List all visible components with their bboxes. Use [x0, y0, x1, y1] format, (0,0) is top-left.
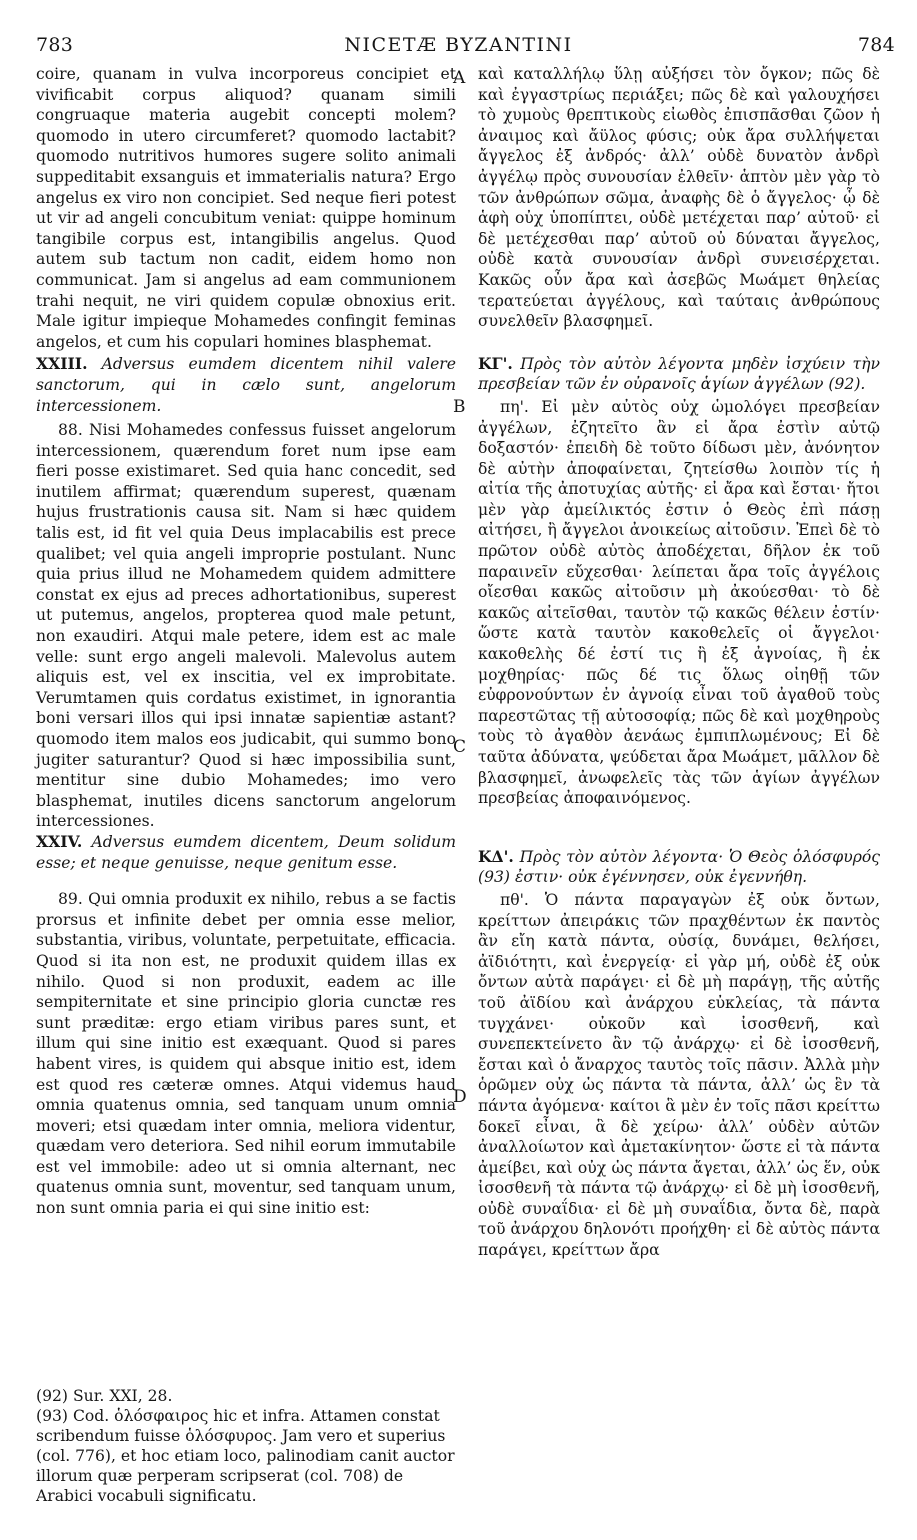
section-number: ΚΓ'. — [478, 353, 513, 373]
section-title: Πρὸς τὸν αὐτὸν λέγοντα μηδὲν ἰσχύειν τὴν πρεσβείαν τῶν ἐν οὐρανοῖς ἁγίων ἀγγέλων (92). — [478, 354, 880, 394]
greek-paragraph-1: καὶ καταλλήλῳ ὕλῃ αὐξήσει τὸν ὄγκον; πῶς δὲ καὶ ἐγγαστρίως περιάξει; πῶς δὲ καὶ γαλουχήσει τὸ χυμοὺς θρεπτικοὺς εἰωθὸς ἐπισπᾶσθαι ζῶον ἡ ἀναιμος καὶ ἄϋλος φύσις; οὐκ ἄρα συλλήψεται ἄγγελος ἐξ ἀνδρός· ἀλλ’ οὐδὲ δυνατὸν ἀνδρὶ ἀγγέλῳ πρὸς συνουσίαν ἐλθεῖν· ἁπτὸν μὲν γὰρ τὸ τῶν ἀνθρώπων σῶμα, ἀναφὴς δὲ ὁ ἄγγελος· ᾧ δὲ ἁφὴ οὐχ ὑποπίπτει, οὐδὲ μετέχεται παρ’ αὐτοῦ· εἰ δὲ μετέχεσθαι παρ’ αὐτοῦ οὐ δύναται ἄγγελος, οὐδὲ κατὰ συνουσίαν ἀνδρὶ συνεισέρχεται. Κακῶς οὖν ἄρα καὶ ἀσεβῶς Μωάμετ θηλείας τερατεύεται ἀγγέλους, καὶ ταύταις ἀνθρώπους συνελθεῖν βλασφημεῖ. — [478, 65, 880, 331]
section-title: Adversus eumdem dicentem nihil valere sanctorum, qui in cælo sunt, angelorum intercessionem. — [36, 355, 456, 415]
section-title: Πρὸς τὸν αὐτὸν λέγοντα· Ὁ Θεὸς ὁλόσφυρός (93) ἐστιν· οὐκ ἐγέννησεν, οὐκ ἐγεννήθη. — [478, 847, 880, 887]
greek-paragraph-89: πθ'. Ὁ πάντα παραγαγὼν ἐξ οὐκ ὄντων, κρείττων ἀπειράκις τῶν πραχθέντων ἐκ παντὸς ἂν εἴη κατὰ πάντα, οὐσίᾳ, δυνάμει, θελήσει, ἀϊδιότητι, καὶ ἐνεργείᾳ· εἰ γὰρ μή, οὐδὲ ἐξ οὐκ ὄντων αὐτὰ παράγει· εἰ δὲ μὴ παράγῃ, τῆς αὐτῆς τοῦ ἀϊδίου καὶ ἀνάρχου εὐκλείας, τὰ πάντα τυγχάνει· οὐκοῦν καὶ ἰσοσθενῆ, καὶ συνεπεκτείνετο ἂν τῷ ἀνάρχῳ· εἰ δὲ ἰσοσθενῆ, ἔσται καὶ ὁ ἄναρχος ταυτὸς τοῖς πᾶσιν. Ἀλλὰ μὴν ὁρῶμεν οὐχ ὡς πάντα τὰ πάντα, ἀλλ’ ὡς ἓν τὰ πάντα ἀγόμενα· καίτοι ἃ μὲν ἐν τοῖς πᾶσι κρείττω δοκεῖ εἶναι, ἃ δὲ χείρω· ἀλλ’ οὐδὲν αὐτῶν ἀναλλοίωτον καὶ ἀμετακίνητον· ὥστε εἰ τὰ πάντα ἀμείβει, καὶ οὐχ ὡς πάντα ἄγεται, ἀλλ’ ὡς ἕν, οὐκ ἰσοσθενῆ τὰ πάντα τῷ ἀνάρχῳ· εἰ δὲ μὴ ἰσοσθενῆ, οὐδὲ συναΐδια· εἰ δὲ μὴ συναΐδια, ὄντα δὲ, παρὰ τοῦ ἀνάρχου δηλονότι προήχθη· εἰ δὲ αὐτὸς πάντα παράγει, κρείττων ἄρα — [478, 890, 880, 1260]
running-title: NICETÆ BYZANTINI — [344, 34, 573, 56]
margin-letter-c: C — [453, 737, 467, 757]
section-number: XXIV. — [36, 831, 83, 851]
margin-letter-d: D — [453, 1087, 467, 1107]
latin-paragraph-89: 89. Qui omnia produxit ex nihilo, rebus a se factis prorsus et infinite debet per omnia esse melior, substantia, viribus, voluntate, perpetuitate, efficacia. Quod si ita non est, ne produxit quidem illas ex nihilo. Quod si non produxit, eadem ac ille sempiternitate et sine principio gloria cunctæ res sunt præditæ: ergo etiam viribus pares sunt, et illum qui sine initio est exæquant. Quod si pares habent vires, is quidem qui absque initio est, idem est quod res cæteræ omnes. Atqui videmus haud omnia quatenus omnia, sed tanquam unum omnia moveri; etsi quædam inter omnia, meliora videntur, quædam vero deteriora. Sed nihil eorum immutabile est vel immobile: adeo ut si omnia alternant, nec quatenus omnia sunt, moventur, sed tanquam unum, non sunt omnia paria ei qui sine initio est: — [36, 890, 456, 1218]
section-title: Adversus eumdem dicentem, Deum solidum esse; et neque genuisse, neque genitum esse. — [36, 832, 456, 872]
footnote-93: (93) Cod. ὁλόσφαιρος hic et infra. Attamen constat scribendum fuisse ὁλόσφυρος. Jam vero et superius (col. 776), et hoc etiam loco, palinodiam canit auctor illorum quæ perperam scripserat (col. 708) de Arabici vocabuli significatu. — [36, 1407, 455, 1505]
greek-paragraph-88: πη'. Εἰ μὲν αὐτὸς οὐχ ὡμολόγει πρεσβείαν ἀγγέλων, ἐζητεῖτο ἂν εἰ ἄρα ἐστὶν αὐτῷ δοξαστόν· ἐπειδὴ δὲ τοῦτο δίδωσι μὲν, ἀνόνητον δὲ αὐτὴν ἀποφαίνεται, ζητείσθω λοιπὸν τίς ἡ αἰτία τῆς ἀποτυχίας αὐτῆς· εἰ ἄρα καὶ ἔσται· ἤτοι μὲν γὰρ ἀμείλικτός ἐστιν ὁ Θεὸς ἐπὶ πάσῃ αἰτήσει, ἢ ἄγγελοι ἀνοικείως αἰτοῦσιν. Ἐπεὶ δὲ τὸ πρῶτον οὐδὲ αὐτὸς ἀποδέχεται, δῆλον ἐκ τοῦ παραινεῖν εὔχεσθαι· λείπεται ἄρα τοῖς ἀγγέλοις οἴεσθαι κακῶς αἰτοῦσιν μὴ ἀκούεσθαι· τὸ δὲ κακῶς αἰτεῖσθαι, ταυτὸν τῷ κακῶς θέλειν ἐστίν· ὥστε κατὰ ταυτὸν κακοθελεῖς οἱ ἄγγελοι· κακοθελὴς δέ ἐστί τις ἢ ἐξ ἀγνοίας, ἢ ἐκ μοχθηρίας· πῶς δέ τις ὅλως οἰηθῇ τῶν εὐφρονούντων ἐν ἀγνοίᾳ εἶναι τοῦ ἀγαθοῦ τοὺς παρεστῶτας τῇ αὐτοσοφίᾳ; πῶς δὲ καὶ μοχθηροὺς τοὺς τὸ ἀγαθὸν ἀενάως ἐμπιπλωμένους; Εἰ δὲ ταῦτα ἀδύνατα, ψεύδεται ἄρα Μωάμετ, μᾶλλον δὲ βλασφημεῖ, ἀνωφελεῖς τὰς τῶν ἁγίων ἀγγέλων πρεσβείας ἀποφαινόμενος. — [478, 397, 880, 808]
latin-paragraph-88: 88. Nisi Mohamedes confessus fuisset angelorum intercessionem, quærendum foret num ipse eam fieri posse existimaret. Sed quia hanc concedit, sed inutilem affirmat; quærendum superest, quænam hujus frustrationis causa sit. Nam si hæc quidem talis est, id fit vel quia Deus implacabilis est prece qualibet; vel quia angeli improprie postulant. Nunc quia prius illud ne Mohamedem quidem admittere constat ex ejus ad preces adhortationibus, superest ut putemus, angelos, propterea quod male petunt, non exaudiri. Atqui male petere, idem est ac male velle: sunt ergo angeli malevoli. Malevolus autem aliquis est, vel ex inscitia, vel ex improbitate. Verumtamen quis cordatus existimet, in ignorantia boni versari illos qui ipsi innatæ sapientiæ astant? quomodo item malos eos judicabit, qui summo bono jugiter saturantur? Quod si hæc impossibilia sunt, mentitur sine dubio Mohamedes; imo vero blasphemat, inutiles dicens sanctorum angelorum intercessiones. — [36, 421, 456, 831]
page-number-left: 783 — [36, 34, 74, 56]
latin-section-24 — [36, 832, 456, 873]
latin-paragraph-1: coire, quanam in vulva incorporeus concipiet et vivificabit corpus aliquod? quanam simili congruaque materia augebit concepti molem? quomodo in utero circumferet? quomodo lactabit? quomodo nutritivos humores sugere solito animali suppeditabit exsanguis et immaterialis natura? Ergo angelus ex viro non concipiet. Sed neque fieri potest ut vir ad angeli concubitum veniat: quippe hominum tangibile corpus est, intangibilis angelus. Quod autem sub tactum non cadit, eidem homo non communicat. Jam si angelus ad eam communionem trahi nequit, ne viri quidem copulæ obnoxius erit. Male igitur impieque Mohamedes confingit feminas angelos, et cum his copulari homines blasphemat. — [36, 65, 456, 351]
footnotes-left — [36, 1386, 458, 1505]
latin-section-23 — [36, 354, 456, 416]
footnote-92: (92) Sur. XXI, 28. — [36, 1387, 173, 1405]
margin-letter-b: B — [453, 397, 466, 417]
greek-column — [478, 64, 880, 1261]
greek-section-24 — [478, 847, 880, 888]
section-number: ΚΔ'. — [478, 846, 514, 866]
page-number-right: 784 — [857, 34, 895, 56]
latin-column — [36, 64, 456, 1219]
greek-section-23 — [478, 354, 880, 395]
margin-letter-a: A — [453, 68, 466, 88]
section-number: XXIII. — [36, 354, 88, 374]
